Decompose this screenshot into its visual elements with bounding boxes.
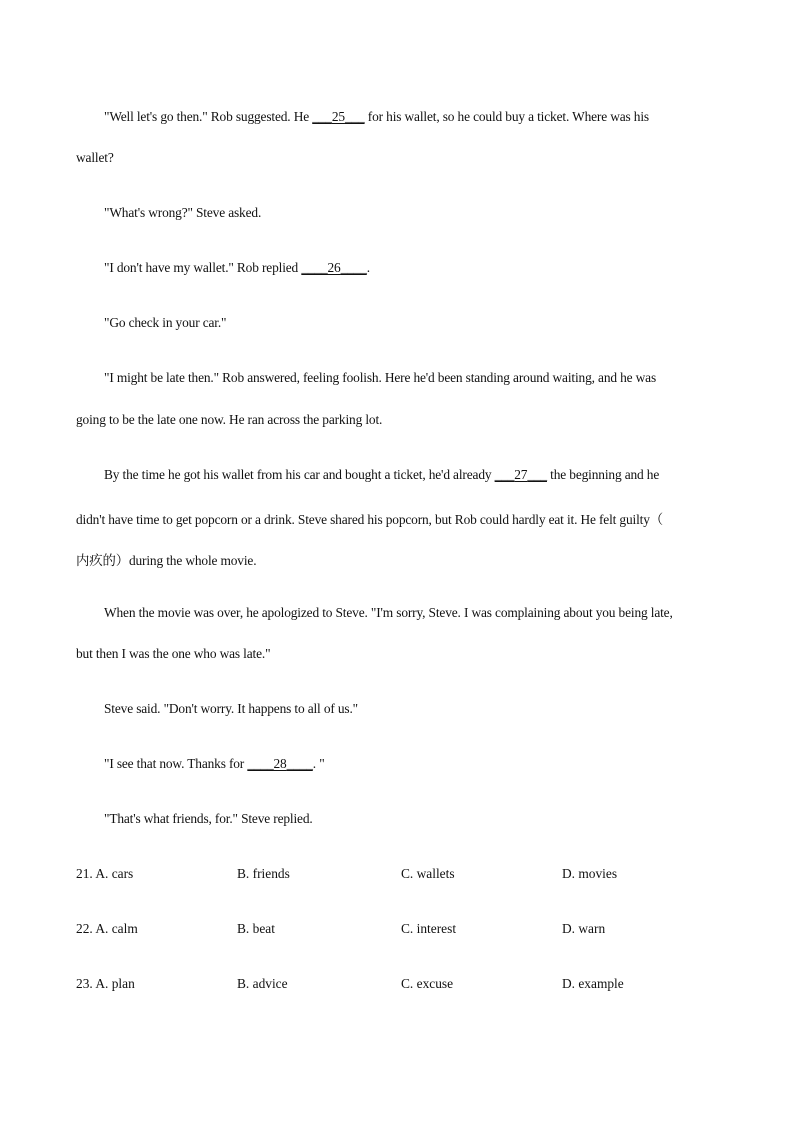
paragraph-4: "Go check in your car.": [104, 315, 227, 330]
question-22-option-b: B. beat: [237, 921, 275, 936]
question-23-option-d: D. example: [562, 976, 624, 991]
question-21-option-c: C. wallets: [401, 866, 455, 881]
question-22-option-d: D. warn: [562, 921, 606, 936]
paragraph-2: "What's wrong?" Steve asked.: [104, 205, 262, 220]
question-22-option-c: C. interest: [401, 921, 457, 936]
blank-28: ____28____: [247, 756, 313, 771]
paragraph-5-line-1: "I might be late then." Rob answered, feeling foolish. Here he'd been standing around waiting, and he was: [104, 370, 657, 385]
question-23-option-c: C. excuse: [401, 976, 454, 991]
paragraph-1-line-1: "Well let's go then." Rob suggested. He ___25___ for his wallet, so he could buy a ticket. Where was his: [104, 109, 649, 124]
paragraph-1-line-2: wallet?: [76, 150, 114, 165]
question-21-option-d: D. movies: [562, 866, 618, 881]
paragraph-6-line-2: didn't have time to get popcorn or a drink. Steve shared his popcorn, but Rob could hardly eat it. He felt guilty（: [76, 512, 664, 527]
question-21-option-a: 21. A. cars: [76, 866, 134, 881]
paragraph-6-line-3: 内疚的）during the whole movie.: [76, 553, 257, 568]
blank-27: ___27___: [494, 467, 547, 482]
question-23-option-b: B. advice: [237, 976, 288, 991]
paragraph-3: "I don't have my wallet." Rob replied ____26____.: [104, 260, 370, 275]
blank-25: ___25___: [312, 109, 365, 124]
paragraph-5-line-2: going to be the late one now. He ran across the parking lot.: [76, 412, 383, 427]
question-22-option-a: 22. A. calm: [76, 921, 138, 936]
paragraph-8: Steve said. "Don't worry. It happens to all of us.": [104, 701, 358, 716]
paragraph-9: "I see that now. Thanks for ____28____. ": [104, 756, 325, 771]
question-23-option-a: 23. A. plan: [76, 976, 135, 991]
question-21-option-b: B. friends: [237, 866, 290, 881]
paragraph-6-line-1: By the time he got his wallet from his car and bought a ticket, he'd already ___27___ the beginning and he: [104, 467, 660, 482]
paragraph-7-line-1: When the movie was over, he apologized to Steve. "I'm sorry, Steve. I was complaining about you being late,: [104, 605, 673, 620]
paragraph-7-line-2: but then I was the one who was late.": [76, 646, 271, 661]
blank-26: ____26____: [301, 260, 367, 275]
paragraph-10: "That's what friends, for." Steve replied.: [104, 811, 313, 826]
